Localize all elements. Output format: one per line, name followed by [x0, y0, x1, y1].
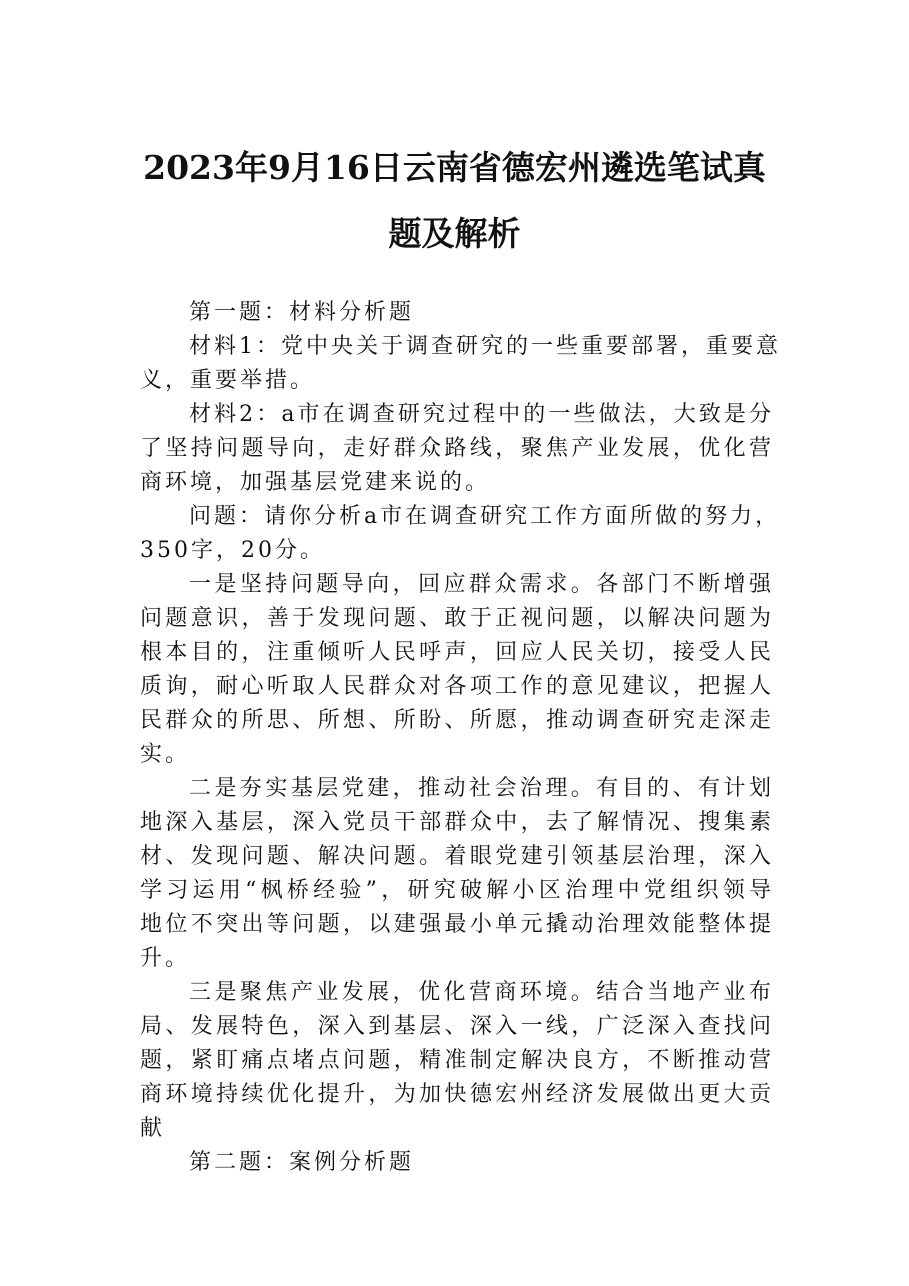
body-line: 材、发现问题、解决问题。着眼党建引领基层治理，深入 [140, 844, 774, 869]
body-line: 质询，耐心听取人民群众对各项工作的意见建议，把握人 [140, 674, 774, 699]
body-line: 根本目的，注重倾听人民呼声，回应人民关切，接受人民 [140, 640, 774, 665]
body-line: 三是聚焦产业发展，优化营商环境。结合当地产业布 [189, 980, 774, 1005]
body-line: 升。 [140, 946, 191, 971]
body-line: 地深入基层，深入党员干部群众中，去了解情况、搜集素 [140, 810, 774, 835]
body-line: 实。 [140, 742, 191, 767]
body-line: 商环境，加强基层党建来说的。 [140, 470, 491, 495]
body-line: 学习运用“枫桥经验”，研究破解小区治理中党组织领导 [140, 878, 774, 903]
body-line: 第一题：材料分析题 [189, 300, 415, 325]
body-line: 题，紧盯痛点堵点问题，精准制定解决良方，不断推动营 [140, 1048, 774, 1073]
document-title-line-2: 题及解析 [388, 214, 521, 253]
body-line: 义，重要举措。 [140, 368, 316, 393]
body-line: 问题意识，善于发现问题、敢于正视问题，以解决问题为 [140, 606, 774, 631]
body-line: 商环境持续优化提升，为加快德宏州经济发展做出更大贡 [140, 1082, 774, 1107]
body-line: 350字，20分。 [140, 538, 325, 563]
document-body [140, 296, 781, 1180]
document-title-line-1: 2023年9月16日云南省德宏州遴选笔试真 [143, 148, 766, 187]
body-line: 局、发展特色，深入到基层、深入一线，广泛深入查找问 [140, 1014, 774, 1039]
body-line: 献 [140, 1116, 166, 1141]
body-line: 材料1：党中央关于调查研究的一些重要部署，重要意 [189, 334, 781, 359]
body-line: 了坚持问题导向，走好群众路线，聚焦产业发展，优化营 [140, 436, 774, 461]
body-line: 二是夯实基层党建，推动社会治理。有目的、有计划 [189, 776, 774, 801]
body-line: 第二题：案例分析题 [189, 1150, 415, 1175]
body-line: 材料2：a市在调查研究过程中的一些做法，大致是分 [189, 402, 774, 427]
body-line: 问题：请你分析a市在调查研究工作方面所做的努力， [189, 504, 781, 529]
body-line: 地位不突出等问题，以建强最小单元撬动治理效能整体提 [140, 912, 774, 937]
body-line: 一是坚持问题导向，回应群众需求。各部门不断增强 [189, 572, 774, 597]
body-line: 民群众的所思、所想、所盼、所愿，推动调查研究走深走 [140, 708, 774, 733]
